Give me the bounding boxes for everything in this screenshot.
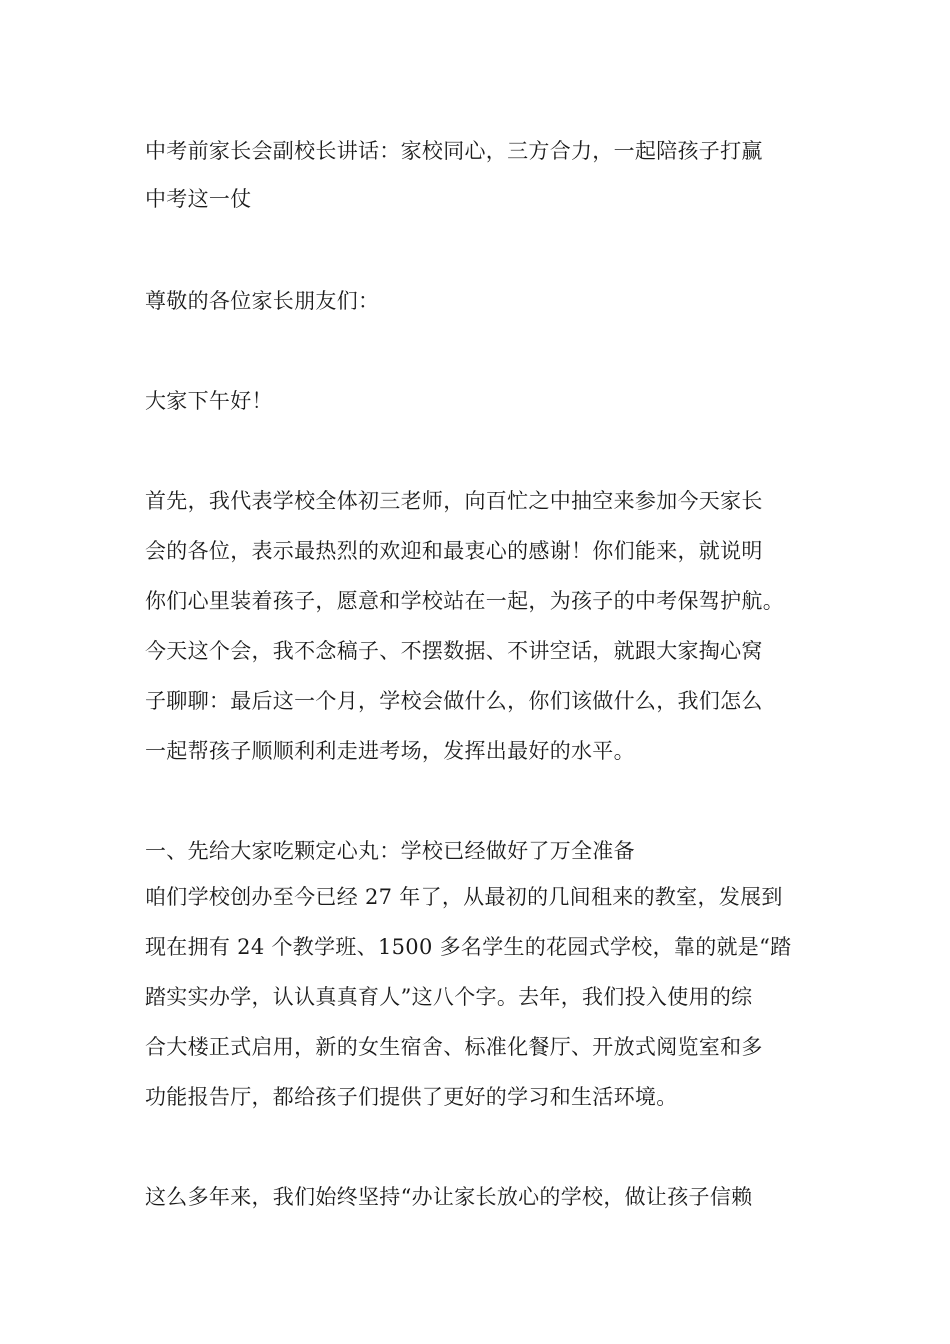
salutation: 尊敬的各位家长朋友们：: [145, 289, 380, 313]
paragraph-2-line-1: 咱们学校创办至今已经 27 年了，从最初的几间租来的教室，发展到: [145, 885, 783, 909]
paragraph-2-line-3: 踏实实办学，认认真真育人”这八个字。去年，我们投入使用的综: [145, 985, 753, 1009]
paragraph-1-line-4: 今天这个会，我不念稿子、不摆数据、不讲空话，就跟大家掏心窝: [145, 639, 763, 663]
paragraph-1-line-3: 你们心里装着孩子，愿意和学校站在一起，为孩子的中考保驾护航。: [145, 589, 784, 613]
title-line-1: 中考前家长会副校长讲话：家校同心，三方合力，一起陪孩子打赢: [145, 139, 763, 163]
paragraph-1-line-6: 一起帮孩子顺顺利利走进考场，发挥出最好的水平。: [145, 739, 635, 763]
paragraph-1-line-5: 子聊聊：最后这一个月，学校会做什么，你们该做什么，我们怎么: [145, 689, 763, 713]
paragraph-2-line-2: 现在拥有 24 个教学班、1500 多名学生的花园式学校，靠的就是“踏: [145, 935, 792, 959]
paragraph-2-line-5: 功能报告厅，都给孩子们提供了更好的学习和生活环境。: [145, 1085, 678, 1109]
title-line-2: 中考这一仗: [145, 187, 252, 211]
paragraph-1-line-2: 会的各位，表示最热烈的欢迎和最衷心的感谢！你们能来，就说明: [145, 539, 763, 563]
section-1-heading: 一、先给大家吃颗定心丸：学校已经做好了万全准备: [145, 839, 635, 863]
paragraph-2-line-4: 合大楼正式启用，新的女生宿舍、标准化餐厅、开放式阅览室和多: [145, 1035, 763, 1059]
greeting: 大家下午好！: [145, 389, 273, 413]
paragraph-3-line-1: 这么多年来，我们始终坚持“办让家长放心的学校，做让孩子信赖: [145, 1185, 753, 1209]
paragraph-1-line-1: 首先，我代表学校全体初三老师，向百忙之中抽空来参加今天家长: [145, 489, 763, 513]
